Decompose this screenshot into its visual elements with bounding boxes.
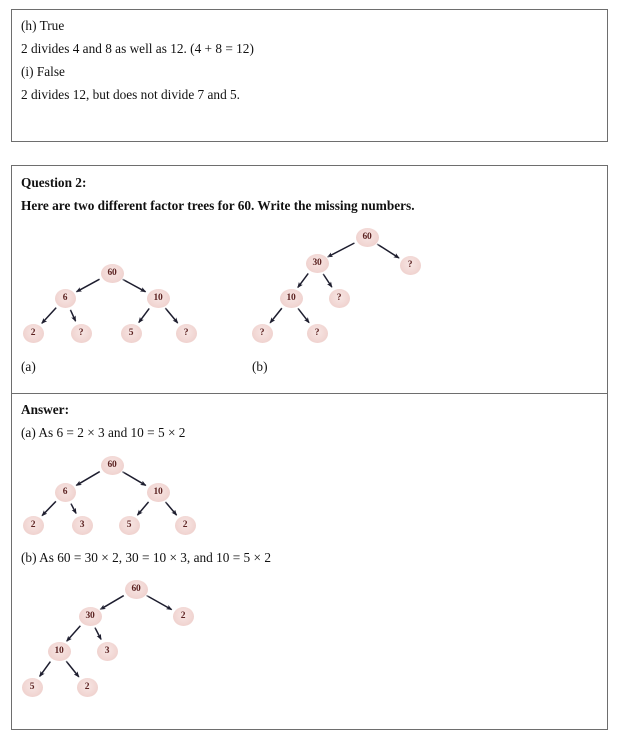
tree-node: 60 [101, 456, 124, 475]
tree-node: 30 [306, 254, 329, 273]
tree-edge [67, 626, 81, 642]
tree-node: 6 [55, 483, 76, 502]
tree-edge [122, 472, 146, 486]
factor-tree-answer-a [15, 447, 203, 543]
tree-edge [328, 243, 355, 257]
tree-node: 6 [55, 289, 76, 308]
tree-node: ? [400, 256, 421, 275]
tree-edge [377, 244, 399, 258]
factor-tree-label-a: (a) [21, 359, 36, 374]
tree-node: 5 [119, 516, 140, 535]
question2-prompt: Here are two different factor trees for 60. Write the missing numbers. [21, 198, 415, 213]
tree-edge [323, 274, 332, 287]
tree-node: 10 [48, 642, 71, 661]
tree-edge [70, 310, 75, 321]
tree-node: ? [176, 324, 197, 343]
tree-edge [298, 273, 309, 287]
tree-edge [76, 472, 100, 486]
tree-node: ? [252, 324, 273, 343]
tree-edge [66, 661, 79, 677]
tree-edge [40, 662, 51, 677]
previous-answers-box [11, 9, 608, 142]
tree-node: 60 [101, 264, 124, 283]
tree-node: 10 [147, 289, 170, 308]
tree-edge [42, 308, 56, 324]
factor-tree-label-b: (b) [252, 359, 268, 374]
tree-edge [165, 308, 177, 323]
tree-node: 2 [23, 516, 44, 535]
tree-node: 2 [23, 324, 44, 343]
factor-tree-question-b [244, 219, 428, 351]
tree-node: 10 [280, 289, 303, 308]
tree-node: ? [329, 289, 350, 308]
tree-node: 5 [22, 678, 43, 697]
tree-node: ? [307, 324, 328, 343]
factor-tree-question-a [15, 255, 204, 351]
answer-line-a: (a) As 6 = 2 × 3 and 10 = 5 × 2 [21, 425, 186, 440]
tree-node: 2 [175, 516, 196, 535]
tree-edge [76, 279, 99, 292]
tree-edge [137, 502, 148, 515]
tree-edge [42, 501, 56, 515]
tree-edge [95, 628, 101, 640]
tree-edge [165, 502, 176, 515]
tree-edge [298, 308, 309, 322]
section-divider [12, 393, 607, 394]
tree-node: 10 [147, 483, 170, 502]
answer-line-h-true: (h) True [21, 18, 65, 33]
answer-heading: Answer: [21, 402, 70, 417]
answer-line-i-explanation: 2 divides 12, but does not divide 7 and 5. [21, 87, 241, 102]
question2-box [11, 165, 608, 730]
tree-edge [122, 279, 145, 292]
tree-node: 2 [173, 607, 194, 626]
tree-edge [100, 596, 124, 610]
tree-node: ? [71, 324, 92, 343]
tree-edge [139, 308, 150, 322]
factor-tree-answer-b [14, 571, 201, 705]
tree-edge [71, 504, 76, 514]
tree-node: 30 [79, 607, 102, 626]
answer-line-b: (b) As 60 = 30 × 2, 30 = 10 × 3, and 10 = 5 × 2 [21, 550, 271, 565]
tree-node: 5 [121, 324, 142, 343]
tree-node: 60 [125, 580, 148, 599]
tree-node: 60 [356, 228, 379, 247]
tree-node: 2 [77, 678, 98, 697]
answer-line-i-false: (i) False [21, 64, 65, 79]
tree-edge [146, 595, 171, 609]
tree-edge [270, 308, 282, 323]
question2-heading: Question 2: [21, 175, 87, 190]
tree-node: 3 [97, 642, 118, 661]
answer-line-h-explanation: 2 divides 4 and 8 as well as 12. (4 + 8 = 12) [21, 41, 254, 56]
tree-node: 3 [72, 516, 93, 535]
